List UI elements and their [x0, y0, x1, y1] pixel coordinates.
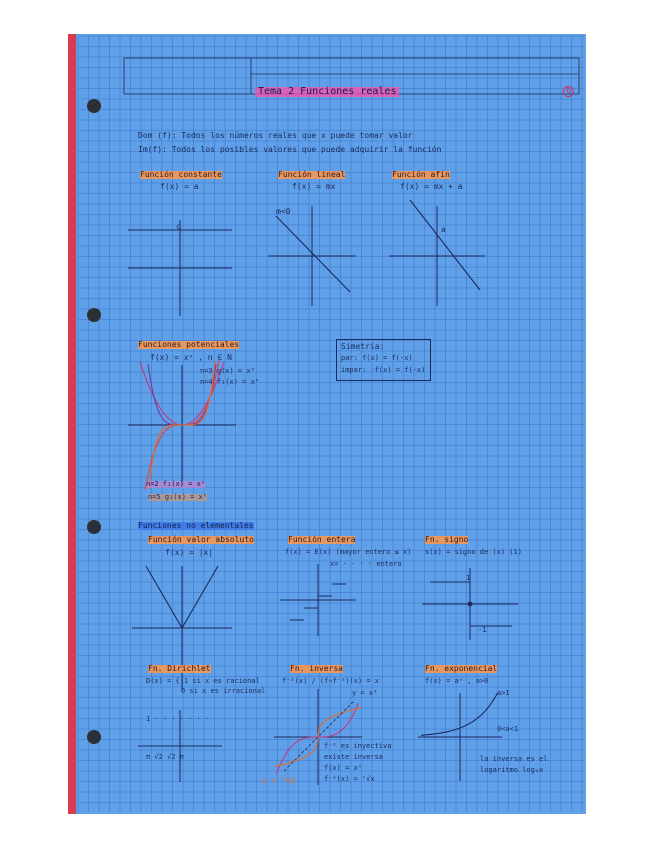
note-integer-function: x= · · · · entero	[330, 560, 402, 568]
dirichlet-top-points: 1 · · · · · · ·	[146, 715, 210, 723]
label-constant-c: c	[176, 222, 181, 231]
label-sign-minus: -1	[478, 626, 487, 634]
red-margin	[68, 34, 76, 814]
note-exponential-1: la inversa es el	[480, 755, 548, 763]
binder-hole-4	[87, 730, 101, 744]
label-cube-curve: y = x³	[352, 689, 378, 697]
note-inverse-4: f⁻¹(x) = ⁿ√x	[324, 775, 375, 783]
page-number: 6	[563, 86, 574, 97]
label-sign-plus: 1	[466, 574, 471, 582]
section-non-elementary: Funciones no elementales	[138, 521, 254, 530]
binder-hole-1	[87, 99, 101, 113]
note-exponential-2: logaritmo logₐx	[480, 766, 544, 774]
eq-integer-function: f(x) = E(x) (mayor entero ≤ x)	[285, 548, 412, 556]
eq-exponential: f(x) = aˣ , a>0	[425, 677, 489, 685]
sign-origin-point	[468, 602, 473, 607]
symmetry-even: par: f(x) = f(-x)	[341, 354, 413, 362]
note-inverse-3: f(x) = xⁿ	[324, 764, 362, 772]
label-a-between: 0<a<1	[497, 725, 519, 733]
domain-definition: Dom (f): Todos los números reales que x puede tomar valor	[138, 131, 413, 140]
binder-hole-2	[87, 308, 101, 322]
label-linear-slope: m<0	[276, 207, 291, 216]
heading-constant-function: Función constante	[140, 170, 222, 179]
label-n5: n=5 g₁(x) = x⁵	[148, 493, 208, 501]
heading-integer-function: Función entera	[288, 535, 356, 544]
note-inverse-1: f⁻¹ es inyectiva	[324, 742, 392, 750]
heading-exponential: Fn. exponencial	[425, 664, 498, 673]
heading-linear-function: Función lineal	[278, 170, 346, 179]
label-n2: n=2 f₂(x) = x²	[146, 480, 206, 488]
heading-power-functions: Funciones potenciales	[138, 340, 240, 349]
image-definition: Im(f): Todos los posibles valores que puede adquirir la función	[138, 145, 442, 154]
heading-inverse-function: Fn. inversa	[290, 664, 343, 673]
label-a-greater-1: a>1	[497, 689, 510, 697]
eq-sign-function: s(x) = signo de (x) (1)	[425, 548, 522, 556]
label-affine-a: a	[441, 225, 446, 234]
binder-hole-3	[87, 520, 101, 534]
eq-absolute-value: f(x) = |x|	[165, 548, 214, 557]
symmetry-odd: impar: -f(x) = f(-x)	[341, 366, 426, 374]
eq-power-functions: f(x) = xⁿ , n ∈ N	[150, 353, 232, 362]
symmetry-title: Simetría:	[341, 342, 385, 351]
note-inverse-2: existe inversa	[324, 753, 384, 761]
label-n3: n=3 g(x) = x³	[200, 367, 255, 375]
label-n4: n=4 f₁(x) = x⁴	[200, 378, 260, 386]
heading-dirichlet: Fn. Dirichlet	[148, 664, 211, 673]
eq-affine-function: f(x) = mx + a	[400, 182, 463, 191]
heading-sign-function: Fn. signo	[425, 535, 469, 544]
eq-constant-function: f(x) = a	[160, 182, 199, 191]
dirichlet-tick-labels: π √2 √2 π	[146, 753, 184, 761]
eq-linear-function: f(x) = mx	[292, 182, 336, 191]
dirichlet-rational: D(x) = { 1 si x es racional	[146, 677, 260, 685]
label-cuberoot-curve: y = ³√x	[262, 776, 296, 785]
eq-inverse-function: f⁻¹(x) / (f∘f⁻¹)(x) = x	[282, 677, 379, 685]
heading-affine-function: Función afín	[392, 170, 450, 179]
page-title: Tema 2 Funciones reales	[255, 87, 399, 97]
heading-absolute-value: Función valor absoluto	[148, 535, 254, 544]
dirichlet-irrational: 0 si x es irracional	[181, 687, 266, 695]
